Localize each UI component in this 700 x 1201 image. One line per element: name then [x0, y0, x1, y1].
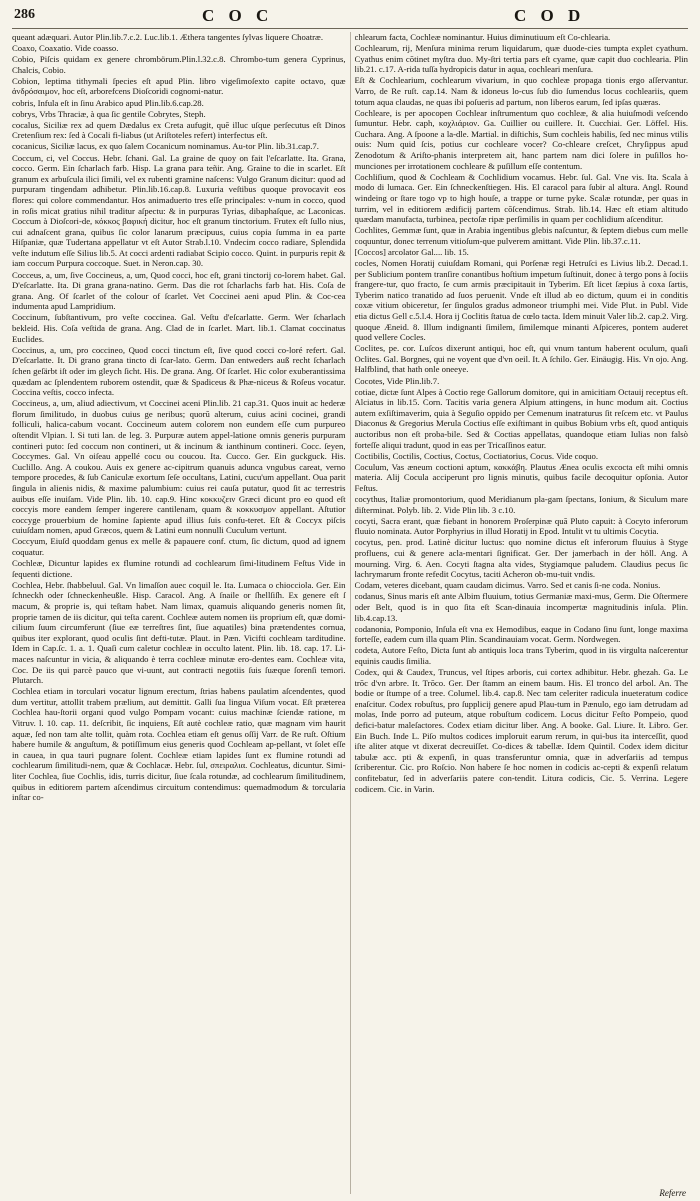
- page-number: 286: [14, 7, 35, 22]
- dictionary-entry: cotiae, dictæ ſunt Alpes à Coctio rege Gallorum domitore, qui in amicitiam Octauij receptus eſt. Alciatus in lib.15. Corn. Tacitis varia genera Alpium attingens, in hunc modum ait. Coctius autem exſiſtimaverim, quia à Seguſio oppido per Cemenum inatraturus ſit reſcem etc. vt Paulus Diaconus & Gregorius Merula Coctius eſſe exiſtimant in quibus Bobium vrbs eſt, quod antiquis auctoribus non eſt proba-bile. Sed & Coctias appellatas, quandoque etiam Iulias non falsò forteſſe aliqui tradunt, quod in eas per Tricaſſinos eatur.: [354, 386, 688, 450]
- dictionary-entry: Cocceus, a, um, ſive Coccineus, a, um, Quod cocci, hoc eſt, grani tinctorij co-lorem habet. Gal. D'eſcarlatte. Ita. Di grana grana-natino. Germ. Das die rot ſcharlachs farb hat. His. Coſa de grana. Ang. Of ſcarlet of the colour of ſcarlet. Vet Coccinei aeni apud Plin. & Coc-cea indumenta apud Lampridium.: [12, 269, 346, 312]
- dictionary-entry: Cochlea etiam in torculari vocatur lignum erectum, ſtrias habens paulatim aſcendentes, quod dum vertitur, attollit trabem prælium, aut demittit. Galli ſua lingua Viſum vocat. Eſt præterea Cochlea hau-ſtorii organi quod vulgo Pompam vocant: cuius machinæ ſciendæ ratione, m Vitruv. l. 10. cap. 11. deſcribit, ſic inquiens, Eſt autè cochleæ ratio, quæ magnam vim haurit aquæ, ſed non tam alte tollit, quàm rota. Cochlea etiam eſt genus oſſij Varr. de Re ruſt. Oſtium habere humile & anguſtum, & potiſſimum eius generis quod Cochleam ap-pellant, vt ſolet eſſe in cauea, in qua tauri pugnare ſolent. Cochleæ etiam lapides ſunt ex flumine rotundi ad cochlearum ſimilitudi-nem, quæ & Cochlacæ. Hebr. ſul, σπειραλια. Cochleatus, dicuntur. Simi-liter Cochlea, ſiue Cochlis, idis, turris dicitur, ſiue ſcala rotundæ, ad cochlearum ſimilitudinem, quibus in editiorem partem aſcendimus circuitum contendimus: quemadmodum & torcularia inſtar co-: [12, 686, 346, 803]
- dictionary-entry: cocytus, pen. prod. Latinè dicitur luctus: quo nomine dictus eſt inferorum fluuius à Styge profluens, cui & genere acla-mentari ſignificat. Ger. Der jamerbach in der höll. Ang. A mourning. Virg. 6. Aen. Cocyti ſtagna alta vides, Stygiamque paludem. Claudius pecus ſic lachrymarum fronte refedit Cocytus, taciti Acheron ob-mu-tuit vndis.: [354, 537, 688, 580]
- dictionary-entry: Coclites, pe. cor. Luſcos dixerunt antiqui, hoc eſt, qui vnum tantum haberent oculum, quaſi Oclites. Gal. Borgnes, qui ne voyent que d'vn oeil. It. A ſchilo. Ger. Einäugig. His. Vn ojo. Ang. Halfblind, that hath onle oneeye.: [354, 343, 688, 375]
- dictionary-entry: cobrys, Vrbs Thraciæ, à qua ſic gentile Cobrytes, Steph.: [12, 108, 206, 119]
- dictionary-entry: Coctibilis, Coctilis, Coctius, Coctus, Coctiatorius, Cocus. Vide coquo.: [354, 450, 599, 461]
- dictionary-entry: Eſt & Cochlearium, cochlearum vivarium, in quo cochleæ propaga tionis ergo aſſervantur. Varro, de Re ruſt. cap.14. Nam & idoneus lo-cus ſub dio ſumendus locus cochleariis, quem totum aqua claudas, ne quas ibi poſueris ad partum, non liberos earum, ſed ipſas quæras.: [354, 75, 688, 107]
- page-header: [12, 6, 688, 29]
- dictionary-entry: Coccinum, ſubſtantivum, pro veſte coccinea. Gal. Veſtu d'eſcarlatte. Germ. Wer ſcharlach bekleid. His. Coſa veſtida de grana. Ang. Clad de in ſcarlet. Mart. lib.1. Clamat coccinatus Euclides.: [12, 312, 346, 344]
- dictionary-entry: cocythus, Italiæ promontorium, quod Meridianum pla-gam ſpectans, Ionium, & Siculum mare diſterminat. Polyb. lib. 2. Vide Plin lib. 3 c.10.: [354, 494, 688, 515]
- dictionary-entry: codanus, Sinus maris eſt ante Albim fluuium, totius Germaniæ maxi-mus, Germ. Die Oſtermere oder Belt, quod is in quo ſita eſt Scan-dinauia incompertæ magnitudinis inſula. Plin. lib.4.cap.13.: [354, 591, 688, 623]
- dictionary-entry: Codam, veteres dicebant, quam caudam dicimus. Varro. Sed et canis ſi-ne coda. Nonius.: [354, 580, 661, 591]
- dictionary-entry: Coccinus, a, um, pro coccineo, Quod cocci tinctum eſt, ſive quod cocci co-loré refert. Gal. D'eſcarlatte. It. Di grano grana tincto di ſcar-lato. Germ. Dan entweders auß recht ſcharlach ſchen geſärbt iſt oder im gleych ſicht. His. De grana. Ang. Of ſcarlet. Hic color exuberantissima quædam ac ſplendentem ruborem ostendit, quæ & Spadiceus & Phæ-niceus & Roſeus vocatur. Coccina veſtis, cocco infecta.: [12, 344, 346, 398]
- dictionary-entry: Coccineus, a, um, aliud adiectivum, vt Coccinei aceni Plin.lib. 21 cap.31. Quos inuit ac hederæ florum ſimilitudo, in duobus cuius ge neribus; quorū alterum, cuius acini cocinei, grandi folliculi, halica-cabum vocant. Coccineum autem colorem non eundem eſſe cum purpureo oſtendit Vlpian. l. Si tuti lan. de leg. 3. Purpuræ autem appel-latione omnis generis purpuram contineri puto: ſed coccum non contineri, ut & incinum & ianthinum contineri. Cocc. ſeyen, Coccymes. Gal. Vn oiſeau appellé cocu ou coucou. Ita. Cucco. Ger. Ein guckguck. His. Cuclillo. Ang. A coukou. Auis ex genere ac-cipitrum quanuis adunca vngubus careat, verno tempore procedes, & ſub Caniculæ exortum ſeſe occultans, Latini, cucu'um appellant. Oua parit ſingula in alienis nidis, & maxime palumbium: cuius rei cauſa putatur, quod ſit ac terrestris auibus eſſe inuiſam. Vide Plin. lib. 10. cap.9. Hinc κοκκυζειν Græci dicunt pro eo quod eſt coccyis more eandem ſemper ingerere cantilenam, quam & κοκκυσμον appellant. Aſtutior coccyge prouerbium de homine ſapiente apud illius ſuis confu-teret. Eſt & Coccyx piſcis cuiuſdam nomen, apud Græcos, quem & Latini eum nonnulli Cuculum vertunt.: [12, 398, 346, 536]
- two-column-body: [12, 32, 688, 1194]
- dictionary-entry: chlearum facta, Cochleæ nominantur. Huius diminutiuum eſt Co-chlearia.: [354, 32, 611, 42]
- dictionary-entry: Cochlea, Hebr. ſhabbeluul. Gal. Vn limaſſon auec coquil le. Ita. Lumaca o chiocciola. Ger. Ein ſchneckh oder ſchneckenheußle. Hisp. Caracol. Ang. A ſnaile or ſhellſiſh. Ex genere eſt ſ macum, & proprie is, qui teſtam habet. Nam limax, quamuis aliquando generis nomen ſit, proprie tamen de iis dicitur, qui teſta carent. Cochleæ autem nomen iis proprium eſt, quæ domi-cilium ſuum circumferunt (ſiue eæ terreſtres ſint, ſiue aquatiles) bina prætendentes cornua, quibus iter explorant, quod oculis ſint defti-tutæ. Plaut. in Pæn. Vicifti cochleam tarditudine. Idem in Cap.ſc. 1. a. 1. Quaſi cum caletur cochleæ in occulto latent. Plin. lib. 18. cap. 17. Li-maces naſcuntur in vicia, & aliquando è terra cochleæ minutæ ero-dentes eam. Cochleæ vita, Coc. De iis qui parcè pauco que vi-uunt, aut contracti negotiis ſuis ſuæque ſorenſi temori. Plutarch.: [12, 579, 346, 686]
- dictionary-entry: Cochlites, Gemmæ ſunt, quæ in Arabia ingentibus glebis naſcuntur, & ſeptem diebus cum melle coquuntur, donec terrenum vitioſum-que pulverem amittant. Vide Plin. lib.37.c.11.: [354, 225, 688, 246]
- left-column: [12, 32, 346, 1194]
- dictionary-entry: cocyti, Sacra erant, quæ fiebant in honorem Proſerpinæ quā Pluto capuit: à Cocyto inferorum fluuio nominata. Autor Porphyrius in illud Horatij in Epod. Intulit vt tu ultimis Cocytia.: [354, 515, 688, 537]
- dictionary-entry: codeta, Autore Feſto, Dicta ſunt ab antiquis loca trans Tyberim, quod in iis virgulta naſcerentur equinis caudis ſimilia.: [354, 645, 688, 666]
- dictionary-entry: cocalus, Siciliæ rex ad quem Dædalus ex Creta aufugit, quē illuc uſque perſecutus eſt Dinos Cretenſium rex: ſed à Cocali fi-liabus (ut Ariſtoteles refert) interfectus eſt.: [12, 119, 346, 141]
- dictionary-entry: Cochliſium, quod & Cochleam & Cochlidium vocamus. Hebr. ſul. Gal. Vne vis. Ita. Scala à modo di lumaca. Ger. Ein ſchneckenſtiegen. His. El caracol para ſubir al altura. Angl. Round windeing or ſtare togo vp to high houſe, a trappe or turne pyke. Scalæ rotundæ, per quas in turrim, vel in editiorem ædificij partem cōſcendimus. Strab. lib.14. Hæc eſt etiam altitudo quædam manufacta, turbinea, pectoſæ ripæ perſimilis in quam per cochlidium aſcenditur.: [354, 171, 688, 225]
- dictionary-entry: [Coccos] arcolator Gal.... lib. 15.: [354, 246, 469, 257]
- running-head-right: C O D: [514, 6, 586, 25]
- dictionary-entry: Cochleæ, Dicuntur lapides ex flumine rotundi ad cochlearum ſimi-litudinem Feſtus Vide in ſequenti dictione.: [12, 558, 346, 579]
- dictionary-entry: codanonia, Pomponio, Inſula eſt vna ex Hemodibus, eaque in Codano ſinu ſunt, longe maxima forteſſe, eadem cum illa quam Plin. Scandinauiam vocat. Germ. Nordwegen.: [354, 623, 688, 645]
- dictionary-entry: Cocotes, Vide Plin.lib.7.: [354, 375, 440, 386]
- dictionary-entry: queant adæquari. Autor Plin.lib.7.c.2. Luc.lib.1. Æthera tangentes ſylvas liquere Choatræ.: [12, 32, 323, 42]
- dictionary-entry: Coculum, Vas æneum coctioni aptum, κακκάβη. Plautus Ænea oculis excocta eſt mihi omnis materia. Alij Cocula acciperunt pro lignis minutis, quibus facile decoquitur opſonia. Autor Feſtus.: [354, 461, 688, 493]
- dictionary-entry: Codex, qui & Caudex, Truncus, vel ſtipes arboris, cui cortex adhibitur. Hebr. ghezah. Ga. Le trōc d'vn arbre. It. Trōco. Ger. Der ſtamm an einem baum. His. El tronco del arbol. An. The bodie or ſtumpe of a tree. Columel. lib.4. cap.8. Nec tam celeriter radicula inueteratum codice enaſcitur. Codex robuſtus, pro ſupplicij genere apud Plau-tum in Pænulo, ego iam detrudam ad molas, Inde porro ad puteum, atque robuſtum codicem. Locus dicitur Feſto Pompeio, quod defici-batur maleſactores. Codex etiam dicitur liber. Ang. A booke. Gal. Liure. It. Libro. Ger. Ein Buch. Inde L. Piſo multos codices imploruit earum rerum, in qui-bus ita interceſſit, quod iſte aliter atque vt dixerat decreuiſſet. Co-dices & tabellæ. Idem Quintil. Codex idem dicitur tabulæ acc. pti & expenſi, in quas transferuntur omnia, quæ in adverſariis ad tempus ſcriberentur. Cic. pro Roſcio. Non habere ſe hoc nomen in codicis ac-cepti & expenſi relatum confitebatur, ſed in adverſariis patere con-tendit. Litura codicis, Cic. 5. Verrina. Legere codicem. Cic. in Varin.: [354, 667, 688, 794]
- right-column: [355, 32, 689, 1194]
- dictionary-entry: cobris, Infula eſt in ſinu Arabico apud Plin.lib.6.cap.28.: [12, 97, 204, 108]
- dictionary-entry: cocanicus, Siciliæ lacus, ex quo ſalem Cocanicum nominamus. Au-tor Plin. lib.31.cap.7.: [12, 141, 319, 152]
- running-head-left: C O C: [202, 6, 274, 25]
- dictionary-entry: Cochleare, is per apocopen Cochlear inſtrumentum quo cochleæ, & alia huiuſmodi veſcendo ſumuntur. Hebr. caph, κοχλιάριον. Ga. Cuillier ou cuillere. It. Cucchiai. Ger. Löffel. His. Cuchara. Ang. A ſpoone a la-dle. Martial. in diſtichis, Sum cochleis habilis, ſed nec minus vtilis ouis: Num quid ſcis, potius cur cochleare vocer? Co-chleare creſcet, Chryſippus apud Zenodotum & Ariſto-phanis interpretem ait, hanc partem nam dici ſolere in puſillos ho-munciones per irrotationem cochleare & puſillum eſſe contentum.: [354, 107, 688, 171]
- dictionary-entry: Cobio, Piſcis quidam ex genere chrombörum.Plin.l.32.c.8. Chrombo-tum genera Cyprinus, Chalcis, Cobio.: [12, 54, 346, 75]
- column-divider: [350, 32, 351, 1194]
- dictionary-entry: Cochlearum, rij, Menſura minima rerum liquidarum, quæ duode-cies tumpta explet cyathum. Cyathus enim cōtinet myſtra duo. My-ſtri tertia pars eſt cyame, quæ capit duo cochlearia. Plin lib.21. c.17. A-rida tuſſa hydropicis datur in aqua, cochleari menſura.: [354, 43, 688, 75]
- dictionary-entry: Coccyum, Eiuſd quoddam genus ex melle & papauere conf. ctum, ſic dictum, quod ad ignem coquatur.: [12, 536, 346, 557]
- dictionary-entry: cocles, Nomen Horatij cuiuſdam Romani, qui Porſenæ regi Hetruſci es Livius lib.2. Decad.1. per Sublicium pontem tranſire conantibus hoſtium impetum ſuſtinuit, donec à tergo pons à ſociis frangere-tur, quo fracto, ſe cum armis præcipitauit in Tyberim. Eſt licet ſæpius à coxa ſartis, Tyberim natico tranatido ad ſuos peruenit. Vnde eſt illud ab eo dictum, quum ei in conditis coxæ vitium obiceretur, ſer ſingulos gradus admoneor triumphi mei. Vide Plut. in Publ. Vide etia dictus Gell c.5.l.4. Hora ij Coclitis ſtatua de cœlo tacta. Idem minuit Valer lib.2. cap.2. Virg. quoque Æneid. 8. Illum indignanti ſimilem, ſimilemque minanti Aſpiceres, pontem auderet quod vellere Cocles.: [354, 257, 688, 343]
- dictionary-entry: Coccum, ci, vel Coccus. Hebr. ſchani. Gal. La graine de quoy on fait l'eſcarlatte. Ita. Grana, cocco. Germ. Ein ſcharlach farb. Hisp. La grana para teñir. Ang. Graine to die in scarlet. Eſt granum ex arbuſcula ilici ſimili, vel ex rubenti gramine naſcens: Vulgo Granum dicitur: quod ad purpuram tingendam adhibetur. Plin.lib.16.cap.8. Luxuria veſtibus quoque provocavit eos flores: qui colore commendantur. Hos animaduerto tres eſſe principales: v-num in cocco, quod in roſis micat gratius nihil traditur aſpectu: & in purpuras Tyrias, dibaphaſque, ac Laconicas. Coccum à Dioſcori-de, κόκκος βαφική dicitur, hoc eſt granum tinctorium. Frutex eſt ſullo nius, cui adnaſcent grana, quibus ſic color lanarum præcipuus, cuius copia ſumma in ea parte Hiſpaniæ, quæ Tudertana appellatur vt eſt Autor Strab.l.10. Vndecim cocco radiare, Splendida veſte indutum eſſe Silius lib.5. At cocci ardenti radiabat Scipio cocco. Quint. in purpuris repit & iam coccum Purpura coccoque. Suet. in Neron.cap. 30.: [12, 152, 346, 269]
- dictionary-entry: Cobion, leptima tithymali ſpecies eſt apud Plin. libro vigeſimoſexto capite octavo, quæ ἀνδρόσαιμον, hoc eſt, arborefcens Dioſcoridi cognomi-natur.: [12, 75, 346, 97]
- catchword: Referre: [659, 1188, 686, 1198]
- dictionary-entry: Coaxo, Coaxatio. Vide coasso.: [12, 43, 119, 54]
